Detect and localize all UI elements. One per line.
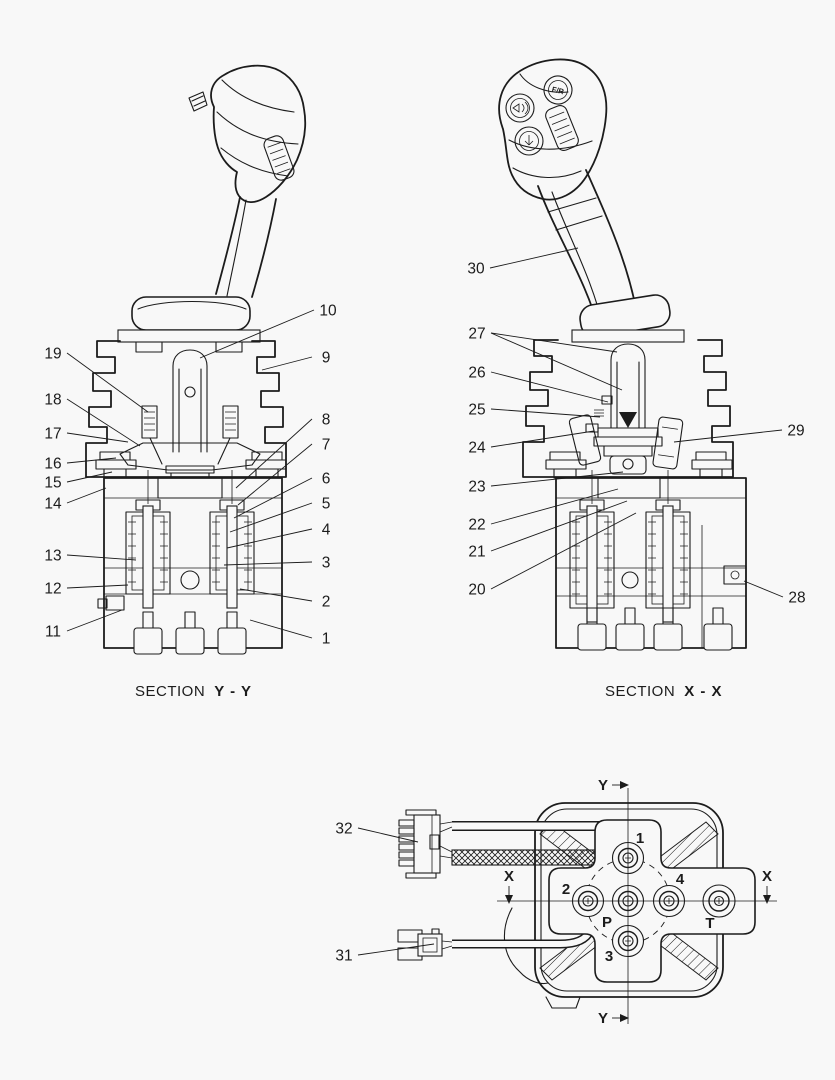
port-plug [176,628,204,654]
callout-13 [44,548,136,565]
callout-number: 12 [44,580,62,598]
callout-number: 18 [44,391,62,409]
section-xx-title: SECTION X - X [605,683,723,700]
callout-9 [262,350,330,371]
section-yy-view [86,66,305,654]
callout-23 [468,472,623,496]
leader-line [67,353,148,412]
braided-cable [452,850,597,865]
port-plug [578,624,606,650]
return-spring-pin-left [142,406,157,438]
horn-icon [513,102,528,114]
rocker-switch-side [189,92,207,111]
callout-5 [230,496,330,533]
callout-number: 31 [335,947,353,965]
connector-32 [399,810,452,878]
leader-line [240,589,312,601]
bottom-tab [546,997,580,1008]
port-label: T [705,915,715,932]
port-label: P [601,914,613,931]
callout-number: 26 [468,364,486,382]
callout-number: 4 [321,521,331,539]
leader-line [491,489,618,524]
pusher-right [652,417,683,470]
callout-number: 29 [787,422,805,440]
callout-number: 6 [321,470,331,488]
callout-number: 9 [321,349,331,367]
side-fitting [106,596,124,610]
callout-number: 23 [468,478,486,496]
port-plug [134,628,162,654]
port-plug [654,624,682,650]
callout-number: 10 [319,302,337,320]
leader-line [67,585,128,588]
x-axis-right [762,868,772,904]
x-axis-left [504,868,514,904]
callout-number: 19 [44,345,62,363]
tilt-mechanism-left [120,350,260,478]
horn-button [506,94,534,122]
callout-number: 32 [335,820,353,838]
callout-number: 28 [788,589,806,607]
leader-line [490,248,578,268]
callout-number: 7 [321,436,331,454]
leader-line [67,399,140,446]
callout-number: 2 [321,593,331,611]
section-yy-title: SECTION Y - Y [135,683,252,700]
callout-28 [744,581,806,607]
leader-line [358,828,418,842]
callout-17 [44,426,128,443]
y-axis-top [598,777,629,794]
valve-body-right [546,452,746,650]
callout-number: 22 [468,516,486,534]
callout-26 [468,365,608,403]
spool-assembly [210,470,254,608]
port-plug [704,624,732,650]
callout-1 [250,620,330,648]
thumbwheel-front [544,103,581,152]
callout-7 [238,437,330,506]
rubber-boot-bellows-left [86,341,286,477]
leader-line [491,409,600,417]
leader-line [744,581,783,597]
arrow-down-icon [525,135,533,145]
svg-text:X: X [503,868,515,885]
callout-number: 24 [468,439,486,457]
callout-32 [335,821,418,843]
section-xx-view [499,59,746,650]
pusher-left [569,414,602,466]
leader-line [250,620,312,638]
callout-15 [44,472,112,492]
bottom-view [398,777,777,1027]
callout-number: 20 [468,581,486,599]
leader-line [491,472,623,486]
port-label: 1 [635,830,645,847]
svg-text:X: X [761,868,773,885]
leader-line [227,529,312,548]
leader-line [230,503,312,532]
callout-number: 25 [468,401,486,419]
callout-20 [468,513,636,599]
svg-text:Y: Y [597,777,609,794]
callout-number: 13 [44,547,62,565]
callout-number: 5 [321,495,331,513]
fr-button-label: F/R [550,84,565,97]
callout-29 [674,423,805,443]
callout-11 [45,610,122,641]
callout-number: 11 [44,623,62,641]
callout-25 [468,402,600,419]
callout-number: 3 [321,554,331,572]
port-label: 4 [675,871,685,888]
valve-body-left [96,452,286,654]
callout-12 [44,581,128,598]
callout-number: 16 [44,455,62,473]
leader-line [67,610,122,631]
connector-31 [398,929,452,960]
svg-text:Y: Y [597,1010,609,1027]
callout-number: 27 [468,325,486,343]
callout-number: 8 [321,411,331,429]
arrow-button [515,127,543,155]
spool-assembly [570,470,614,622]
callout-16 [44,456,116,473]
tilt-mechanism-right [569,344,684,474]
port-label: 2 [561,881,571,898]
y-axis-bottom [598,1010,629,1027]
callout-3 [224,555,330,572]
leader-line [674,430,782,442]
leader-line [262,357,312,370]
port-label: 3 [604,948,614,965]
callout-number: 15 [44,474,62,492]
leader-line [491,501,627,551]
fr-button [541,73,575,107]
callout-number: 30 [467,260,485,278]
callout-number: 17 [44,425,62,443]
leader-line [67,488,106,503]
side-fitting [724,566,746,584]
leader-line [67,433,128,442]
callout-number: 14 [44,495,62,513]
port-plug [218,628,246,654]
return-spring-pin-right [223,406,238,438]
port-plug [616,624,644,650]
callout-number: 1 [321,630,331,648]
callout-number: 21 [468,543,486,561]
leader-line [491,431,594,447]
joystick-handle-side [118,66,305,352]
callout-21 [468,501,627,561]
callout-14 [44,488,106,513]
callout-30 [467,248,578,278]
callout-4 [227,522,331,549]
spool-assembly [646,470,690,622]
spool-assembly [126,470,170,608]
